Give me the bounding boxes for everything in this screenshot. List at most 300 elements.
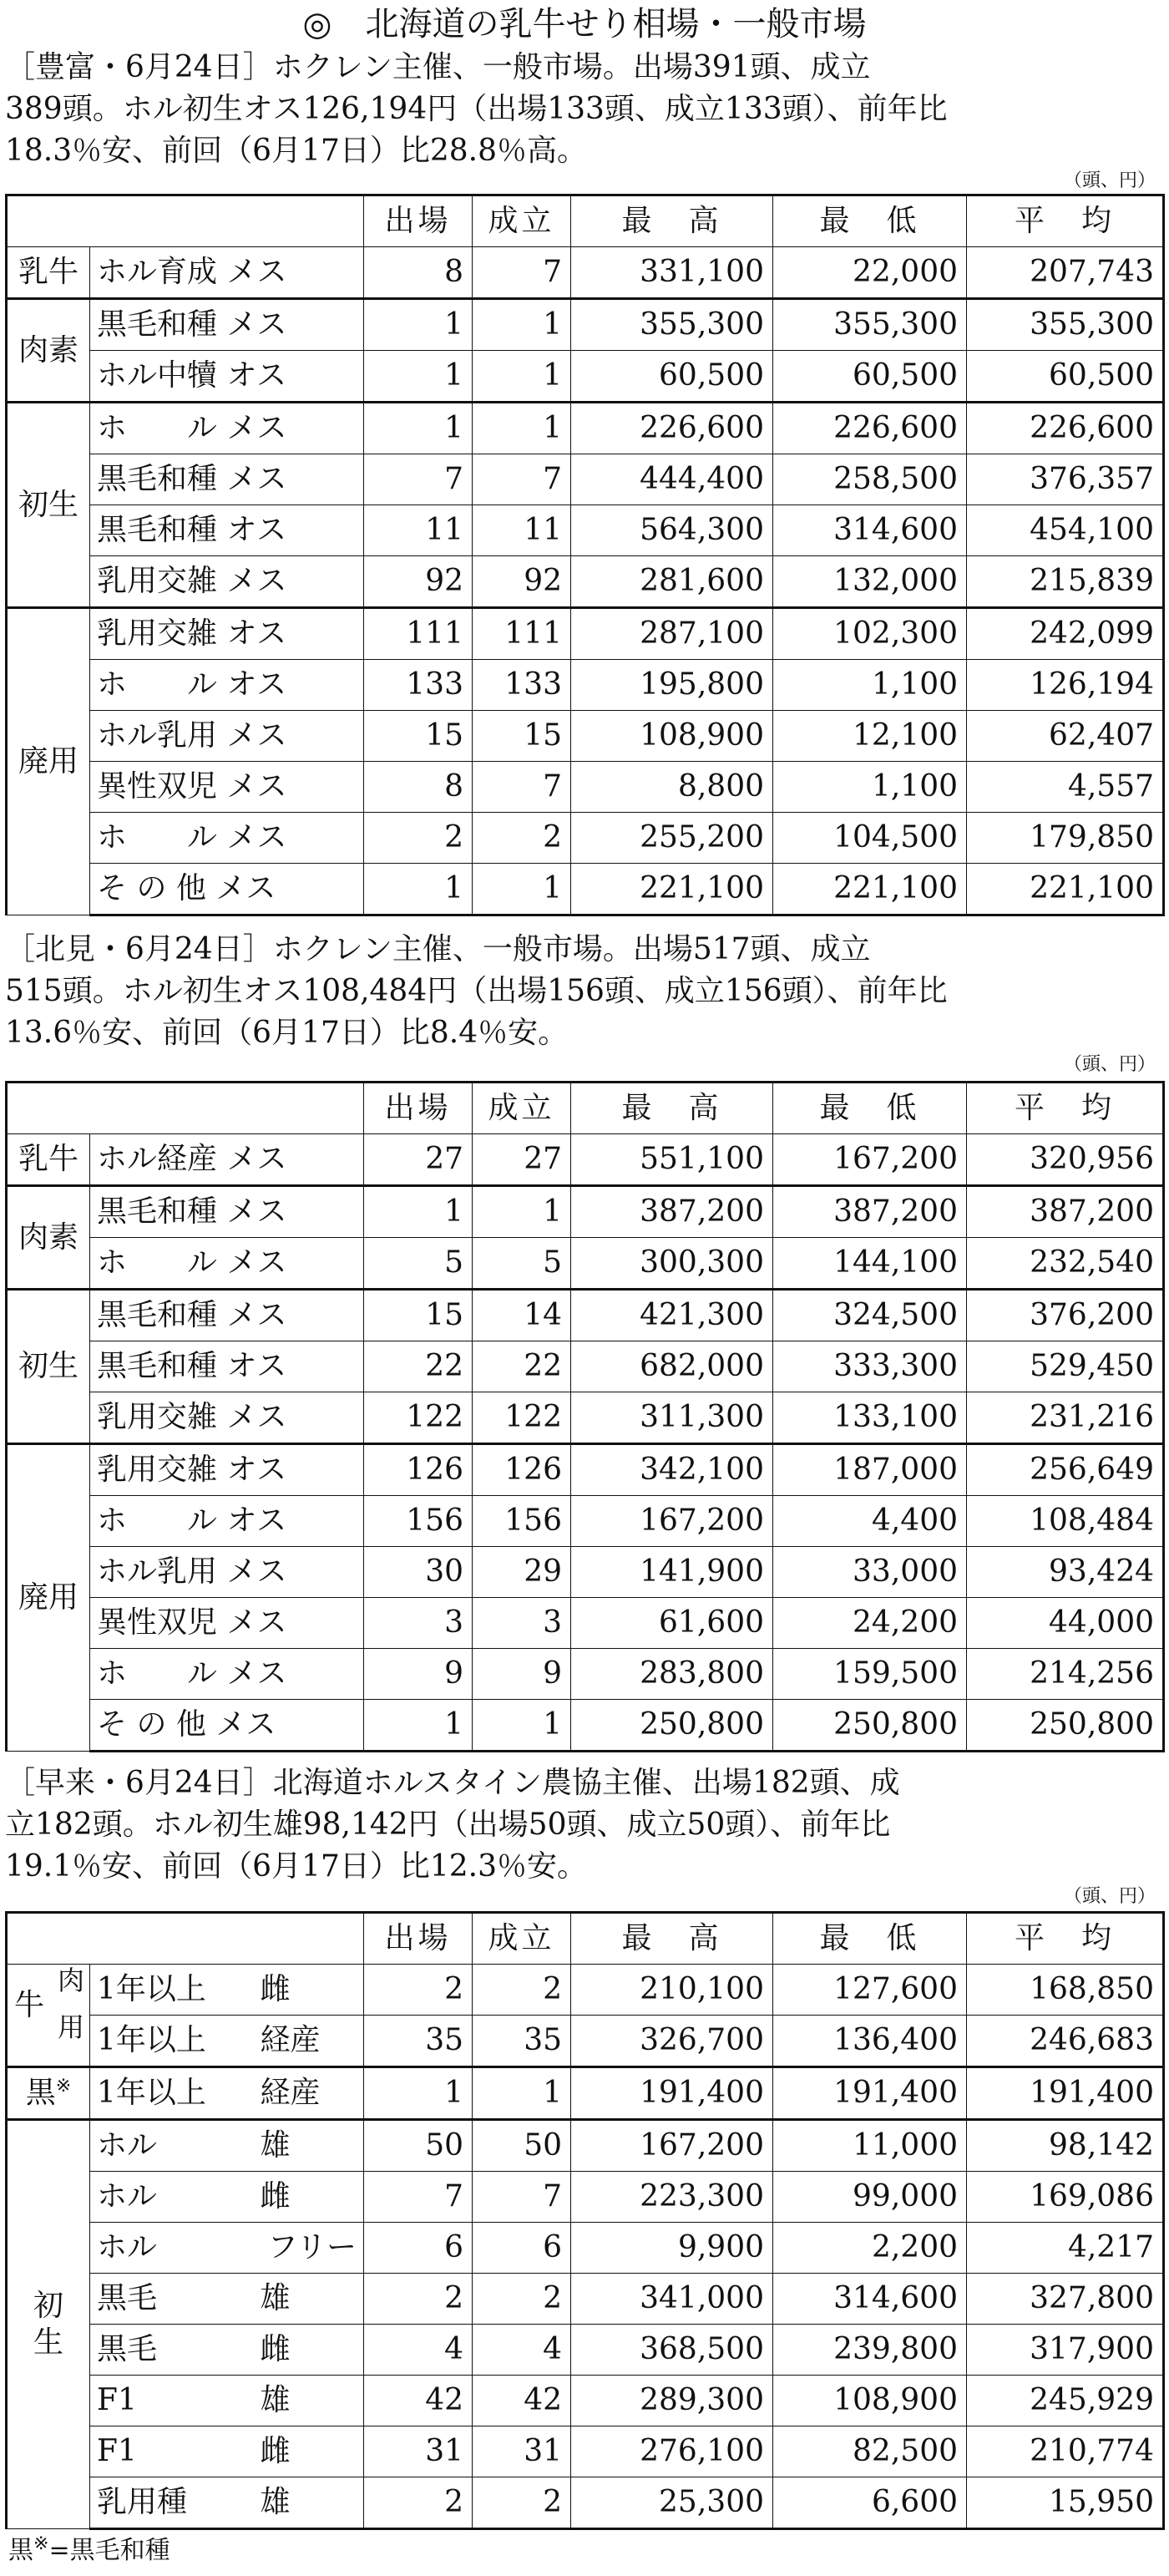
item-sex: 雄 [249,2376,364,2426]
value-cell: 250,800 [967,1700,1164,1752]
toyotomi-intro [5,47,1164,172]
value-cell: 355,300 [571,299,773,351]
item-sex: 雌 [249,2426,364,2477]
page-title: ◎ 北海道の乳牛せり相場・一般市場 [302,5,867,43]
item-kind: 黒毛 [90,2325,249,2376]
value-cell: 31 [364,2426,473,2477]
value-cell: 93,424 [967,1547,1164,1598]
value-cell: 242,099 [967,608,1164,660]
table-row [7,1290,1164,1341]
footnote [8,2534,170,2568]
value-cell: 42 [473,2376,571,2426]
value-cell: 35 [473,2016,571,2067]
table-row [7,299,1164,351]
value-cell: 3 [364,1598,473,1649]
value-cell: 22,000 [773,247,967,299]
intro-line: 18.3％安、前回（6月17日）比28.8％高。 [5,134,588,168]
item-label: そ の 他 メス [90,864,364,915]
item-label: ホル経産 メス [90,1134,364,1186]
item-label: ホ ル メス [90,403,364,454]
value-cell: 327,800 [967,2274,1164,2325]
footnote-def: =黒毛和種 [48,2536,170,2565]
value-cell: 4 [473,2325,571,2376]
value-cell: 167,200 [571,1496,773,1547]
hayakita-table [5,1911,1165,2530]
item-sex: 雄 [249,2477,364,2529]
header-cell: 平 均 [967,195,1164,247]
value-cell: 314,600 [773,2274,967,2325]
value-cell: 341,000 [571,2274,773,2325]
value-cell: 326,700 [571,2016,773,2067]
table-row [7,403,1164,454]
item-label: ホ ル メス [90,1649,364,1700]
value-cell: 300,300 [571,1238,773,1290]
value-cell: 2 [364,813,473,864]
value-cell: 239,800 [773,2325,967,2376]
value-cell: 132,000 [773,556,967,608]
group-label-char: 牛 [14,1987,45,2022]
value-cell: 2 [364,2274,473,2325]
value-cell: 102,300 [773,608,967,660]
intro-line: 13.6％安、前回（6月17日）比8.4％安。 [5,1016,569,1050]
item-kind: F1 [90,2426,249,2477]
value-cell: 210,100 [571,1965,773,2016]
value-cell: 187,000 [773,1444,967,1496]
value-cell: 226,600 [773,403,967,454]
value-cell: 156 [364,1496,473,1547]
value-cell: 167,200 [773,1134,967,1186]
value-cell: 159,500 [773,1649,967,1700]
kitami-intro [5,929,1164,1054]
value-cell: 29 [473,1547,571,1598]
value-cell: 317,900 [967,2325,1164,2376]
item-kind: ホル [90,2172,249,2223]
table-row [7,1134,1164,1186]
item-sex: 雌 [249,2325,364,2376]
value-cell: 25,300 [571,2477,773,2529]
value-cell: 223,300 [571,2172,773,2223]
value-cell: 4,217 [967,2223,1164,2274]
value-cell: 1 [473,403,571,454]
table-row [7,1700,1164,1752]
table-row [7,1649,1164,1700]
item-kind: ホル [90,2120,249,2172]
value-cell: 133 [364,660,473,711]
group-label [7,2120,90,2529]
table-row [7,1186,1164,1238]
value-cell: 2 [473,2477,571,2529]
value-cell: 210,774 [967,2426,1164,2477]
value-cell: 15,950 [967,2477,1164,2529]
group-label-char: 初 [33,2289,63,2323]
value-cell: 258,500 [773,454,967,505]
intro-line: ［豊富・6月24日］ホクレン主催、一般市場。出場391頭、成立 [5,50,871,84]
value-cell: 7 [473,762,571,813]
item-label: 黒毛和種 メス [90,454,364,505]
value-cell: 331,100 [571,247,773,299]
group-label: 乳牛 [7,247,90,299]
group-label: 廃用 [7,1444,90,1752]
value-cell: 4,557 [967,762,1164,813]
value-cell: 1 [473,864,571,915]
value-cell: 207,743 [967,247,1164,299]
table-row [7,1392,1164,1444]
group-label: 肉素 [7,299,90,403]
value-cell: 14 [473,1290,571,1341]
value-cell: 133 [473,660,571,711]
value-cell: 256,649 [967,1444,1164,1496]
header-cell: 平 均 [967,1913,1164,1965]
value-cell: 387,200 [967,1186,1164,1238]
value-cell: 8,800 [571,762,773,813]
item-label: 黒毛和種 オス [90,505,364,556]
group-label-stack [33,2288,63,2361]
group-label: 廃用 [7,608,90,915]
value-cell: 168,850 [967,1965,1164,2016]
intro-line: 389頭。ホル初生オス126,194円（出場133頭、成立133頭）、前年比 [5,92,948,126]
value-cell: 564,300 [571,505,773,556]
value-cell: 92 [473,556,571,608]
footnote-mark: ※ [33,2533,49,2554]
item-sex: フリー [249,2223,364,2274]
item-label: 乳用交雑 メス [90,556,364,608]
intro-line: ［北見・6月24日］ホクレン主催、一般市場。出場517頭、成立 [5,932,871,966]
value-cell: 214,256 [967,1649,1164,1700]
value-cell: 1,100 [773,660,967,711]
value-cell: 60,500 [967,351,1164,403]
table-header-row [7,195,1164,247]
value-cell: 82,500 [773,2426,967,2477]
value-cell: 232,540 [967,1238,1164,1290]
value-cell: 215,839 [967,556,1164,608]
table-row [7,2325,1164,2376]
table-row [7,556,1164,608]
value-cell: 50 [364,2120,473,2172]
value-cell: 9,900 [571,2223,773,2274]
value-cell: 8 [364,247,473,299]
value-cell: 1 [473,1700,571,1752]
table-row [7,1598,1164,1649]
value-cell: 1 [364,1186,473,1238]
value-cell: 2 [364,2477,473,2529]
value-cell: 311,300 [571,1392,773,1444]
unit-label: （頭、円） [1063,1054,1156,1075]
item-kind: 乳用種 [90,2477,249,2529]
item-sex: 雌 [249,1965,364,2016]
group-label-char: 肉 [57,1964,84,1996]
value-cell: 7 [364,2172,473,2223]
value-cell: 44,000 [967,1598,1164,1649]
value-cell: 221,100 [967,864,1164,915]
value-cell: 1,100 [773,762,967,813]
value-cell: 8 [364,762,473,813]
value-cell: 169,086 [967,2172,1164,2223]
value-cell: 1 [473,2067,571,2120]
table-row [7,505,1164,556]
header-cell: 最 高 [571,1913,773,1965]
item-label: 黒毛和種 メス [90,1290,364,1341]
header-blank [7,195,364,247]
group-label: 初生 [7,403,90,608]
value-cell: 287,100 [571,608,773,660]
table-row [7,2426,1164,2477]
value-cell: 246,683 [967,2016,1164,2067]
value-cell: 2 [473,813,571,864]
value-cell: 15 [364,1290,473,1341]
header-cell: 出場 [364,195,473,247]
value-cell: 421,300 [571,1290,773,1341]
table-row [7,1496,1164,1547]
table-row [7,454,1164,505]
value-cell: 191,400 [571,2067,773,2120]
value-cell: 444,400 [571,454,773,505]
value-cell: 191,400 [967,2067,1164,2120]
table-row [7,1965,1164,2016]
value-cell: 250,800 [571,1700,773,1752]
value-cell: 62,407 [967,711,1164,762]
value-cell: 1 [473,299,571,351]
value-cell: 98,142 [967,2120,1164,2172]
value-cell: 7 [364,454,473,505]
value-cell: 1 [364,299,473,351]
group-label-stack [8,1965,89,2066]
value-cell: 104,500 [773,813,967,864]
value-cell: 1 [364,1700,473,1752]
item-sex: 雌 [249,2172,364,2223]
item-label: そ の 他 メス [90,1700,364,1752]
value-cell: 7 [473,454,571,505]
header-blank [7,1913,364,1965]
value-cell: 33,000 [773,1547,967,1598]
value-cell: 2,200 [773,2223,967,2274]
value-cell: 226,600 [967,403,1164,454]
group-label: 乳牛 [7,1134,90,1186]
item-label: 黒毛和種 メス [90,1186,364,1238]
value-cell: 92 [364,556,473,608]
value-cell: 221,100 [773,864,967,915]
group-label [7,1965,90,2067]
value-cell: 1 [473,351,571,403]
value-cell: 11 [364,505,473,556]
item-label: 異性双児 メス [90,762,364,813]
table-row [7,762,1164,813]
footnote-term: 黒 [8,2536,33,2565]
item-label: 異性双児 メス [90,1598,364,1649]
value-cell: 1 [364,864,473,915]
value-cell: 7 [473,247,571,299]
value-cell: 529,450 [967,1341,1164,1392]
table-header-row [7,1083,1164,1134]
item-kind: 1年以上 [90,2016,249,2067]
item-kind: 1年以上 [90,2067,249,2120]
value-cell: 42 [364,2376,473,2426]
value-cell: 2 [473,2274,571,2325]
value-cell: 6 [364,2223,473,2274]
value-cell: 355,300 [773,299,967,351]
value-cell: 221,100 [571,864,773,915]
item-label: 乳用交雑 オス [90,1444,364,1496]
item-label: ホル乳用 メス [90,1547,364,1598]
item-kind: 黒毛 [90,2274,249,2325]
value-cell: 108,900 [773,2376,967,2426]
table-row [7,351,1164,403]
item-sex: 雄 [249,2120,364,2172]
value-cell: 60,500 [571,351,773,403]
value-cell: 376,200 [967,1290,1164,1341]
value-cell: 231,216 [967,1392,1164,1444]
item-label: ホ ル メス [90,1238,364,1290]
value-cell: 50 [473,2120,571,2172]
item-kind: ホル [90,2223,249,2274]
group-label-char: 黒 [25,2076,56,2110]
value-cell: 191,400 [773,2067,967,2120]
value-cell: 245,929 [967,2376,1164,2426]
value-cell: 4 [364,2325,473,2376]
item-label: 乳用交雑 メス [90,1392,364,1444]
table-row [7,2274,1164,2325]
unit-label: （頭、円） [1063,1886,1156,1907]
value-cell: 281,600 [571,556,773,608]
value-cell: 108,484 [967,1496,1164,1547]
intro-line: 515頭。ホル初生オス108,484円（出場156頭、成立156頭）、前年比 [5,974,948,1008]
header-cell: 最 低 [773,195,967,247]
intro-line: 19.1％安、前回（6月17日）比12.3％安。 [5,1849,588,1884]
header-cell: 成立 [473,1083,571,1134]
value-cell: 682,000 [571,1341,773,1392]
item-label: 黒毛和種 メス [90,299,364,351]
header-cell: 平 均 [967,1083,1164,1134]
value-cell: 11,000 [773,2120,967,2172]
value-cell: 6 [473,2223,571,2274]
item-sex: 経産 [249,2067,364,2120]
value-cell: 387,200 [571,1186,773,1238]
value-cell: 60,500 [773,351,967,403]
value-cell: 551,100 [571,1134,773,1186]
value-cell: 126 [473,1444,571,1496]
value-cell: 250,800 [773,1700,967,1752]
value-cell: 276,100 [571,2426,773,2477]
value-cell: 99,000 [773,2172,967,2223]
header-cell: 成立 [473,195,571,247]
item-kind: 1年以上 [90,1965,249,2016]
value-cell: 1 [364,403,473,454]
item-label: ホル乳用 メス [90,711,364,762]
value-cell: 1 [473,1186,571,1238]
group-label: 肉素 [7,1186,90,1290]
value-cell: 15 [473,711,571,762]
table-row [7,2172,1164,2223]
value-cell: 22 [364,1341,473,1392]
item-sex: 雄 [249,2274,364,2325]
kitami-table [5,1081,1165,1752]
table-row [7,608,1164,660]
value-cell: 126 [364,1444,473,1496]
value-cell: 108,900 [571,711,773,762]
value-cell: 3 [473,1598,571,1649]
value-cell: 27 [473,1134,571,1186]
value-cell: 324,500 [773,1290,967,1341]
value-cell: 167,200 [571,2120,773,2172]
value-cell: 122 [473,1392,571,1444]
group-label: 初生 [7,1290,90,1444]
value-cell: 127,600 [773,1965,967,2016]
header-cell: 出場 [364,1083,473,1134]
table-row [7,2477,1164,2529]
intro-line: ［早来・6月24日］北海道ホルスタイン農協主催、出場182頭、成 [5,1766,900,1800]
table-row [7,1341,1164,1392]
value-cell: 2 [473,1965,571,2016]
group-label-char: 用 [57,2011,84,2043]
value-cell: 133,100 [773,1392,967,1444]
table-row [7,864,1164,915]
value-cell: 141,900 [571,1547,773,1598]
table-row [7,2016,1164,2067]
group-label [7,2067,90,2120]
value-cell: 283,800 [571,1649,773,1700]
value-cell: 12,100 [773,711,967,762]
value-cell: 27 [364,1134,473,1186]
header-cell: 最 高 [571,195,773,247]
header-cell: 最 低 [773,1913,967,1965]
value-cell: 24,200 [773,1598,967,1649]
table-row [7,2120,1164,2172]
value-cell: 1 [364,351,473,403]
value-cell: 22 [473,1341,571,1392]
item-kind: F1 [90,2376,249,2426]
value-cell: 111 [364,608,473,660]
value-cell: 387,200 [773,1186,967,1238]
item-label: ホル育成 メス [90,247,364,299]
value-cell: 30 [364,1547,473,1598]
value-cell: 144,100 [773,1238,967,1290]
item-sex: 経産 [249,2016,364,2067]
item-label: 黒毛和種 オス [90,1341,364,1392]
value-cell: 9 [364,1649,473,1700]
toyotomi-table [5,194,1165,916]
value-cell: 15 [364,711,473,762]
table-row [7,247,1164,299]
table-row [7,1547,1164,1598]
value-cell: 368,500 [571,2325,773,2376]
table-row [7,2067,1164,2120]
item-label: 乳用交雑 オス [90,608,364,660]
value-cell: 2 [364,1965,473,2016]
group-label-char: 生 [33,2325,63,2360]
value-cell: 179,850 [967,813,1164,864]
hayakita-intro [5,1762,1164,1888]
table-row [7,2223,1164,2274]
value-cell: 1 [364,2067,473,2120]
table-row [7,2376,1164,2426]
unit-label: （頭、円） [1063,170,1156,191]
value-cell: 320,956 [967,1134,1164,1186]
value-cell: 342,100 [571,1444,773,1496]
table-row [7,660,1164,711]
value-cell: 126,194 [967,660,1164,711]
header-cell: 最 高 [571,1083,773,1134]
value-cell: 4,400 [773,1496,967,1547]
value-cell: 136,400 [773,2016,967,2067]
value-cell: 5 [364,1238,473,1290]
value-cell: 6,600 [773,2477,967,2529]
table-row [7,711,1164,762]
value-cell: 289,300 [571,2376,773,2426]
value-cell: 195,800 [571,660,773,711]
item-label: ホ ル メス [90,813,364,864]
value-cell: 355,300 [967,299,1164,351]
table-row [7,813,1164,864]
value-cell: 156 [473,1496,571,1547]
